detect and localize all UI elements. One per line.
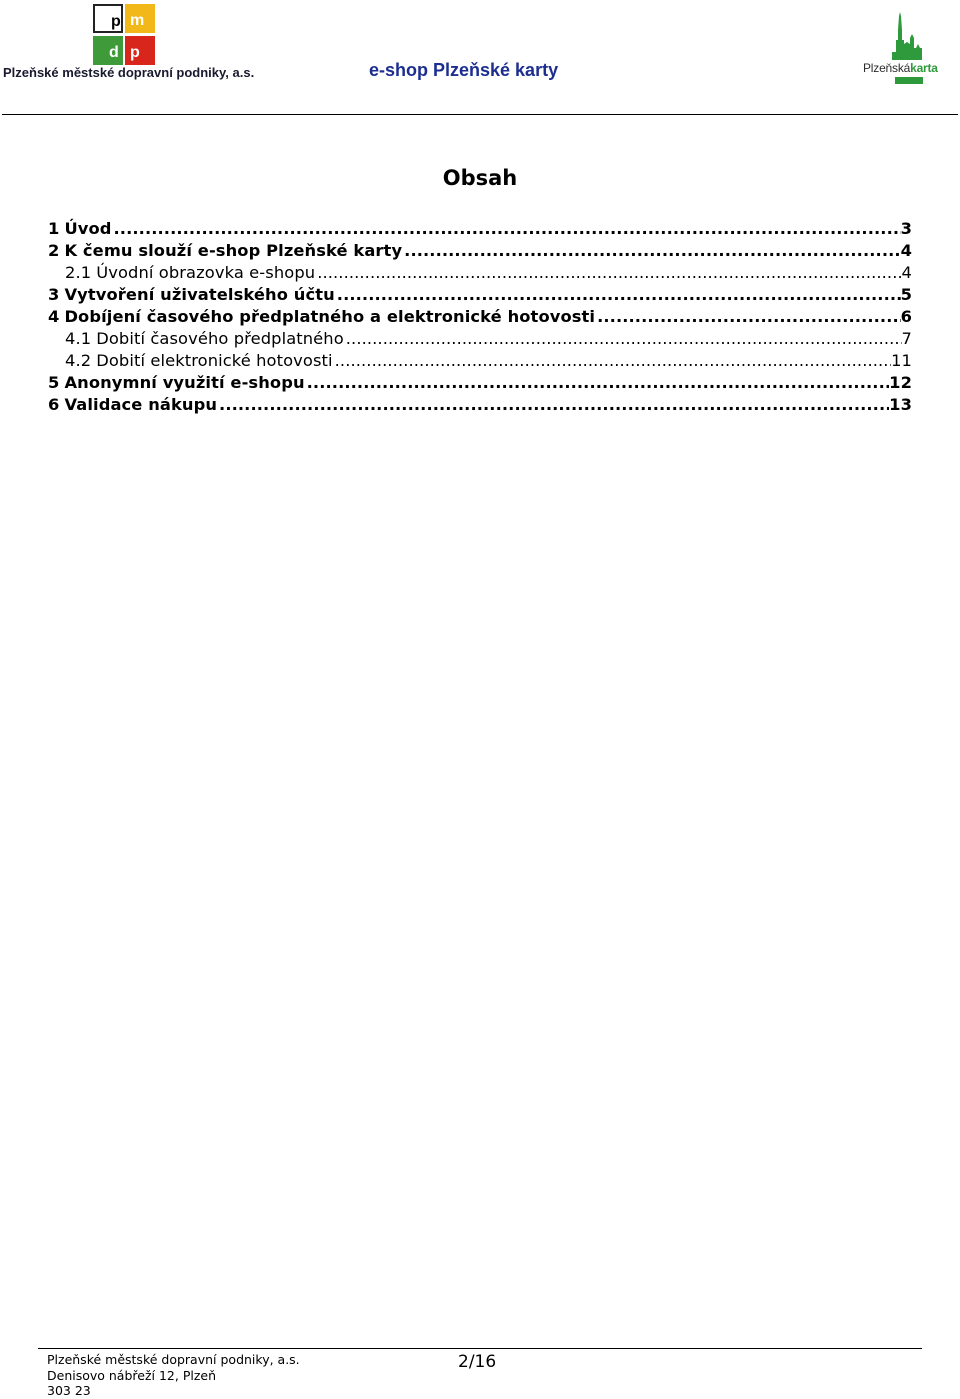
footer-company: Plzeňské městské dopravní podniky, a.s. — [47, 1352, 300, 1367]
brand-logo-bar — [895, 77, 923, 84]
document-title: e-shop Plzeňské karty — [369, 60, 559, 80]
toc-leader-dots — [305, 372, 890, 394]
cathedral-skyline-icon — [892, 12, 924, 60]
toc-entry-title: Anonymní využití e-shopu — [64, 373, 305, 392]
toc-entry-page: 4 — [901, 263, 912, 282]
toc-entry-number: 2.1 — [65, 263, 92, 282]
toc-leader-dots — [217, 394, 889, 416]
logo-cell-p: p — [93, 4, 123, 33]
toc-entry-title: Dobíjení časového předplatného a elektronické hotovosti — [64, 307, 596, 326]
toc-entry[interactable] — [48, 394, 912, 416]
toc-leader-dots — [595, 306, 900, 328]
toc-entry-title: Dobití časového předplatného — [96, 329, 344, 348]
toc-entry-number: 4 — [48, 307, 60, 326]
toc-entry-title: Vytvoření uživatelského účtu — [64, 285, 335, 304]
toc-leader-dots — [402, 240, 900, 262]
toc-entry-title: K čemu slouží e-shop Plzeňské karty — [64, 241, 403, 260]
toc-entry[interactable] — [48, 350, 912, 372]
pmdp-logo — [92, 3, 156, 65]
toc-leader-dots — [333, 350, 891, 372]
page-header — [0, 0, 960, 118]
toc-entry[interactable] — [48, 240, 912, 262]
logo-cell-m: m — [125, 4, 155, 33]
toc-entry[interactable] — [48, 284, 912, 306]
toc-entry-number: 4.2 — [65, 351, 92, 370]
header-divider — [2, 114, 958, 115]
toc-heading: Obsah — [442, 166, 518, 190]
footer-postcode: 303 23 — [47, 1383, 91, 1398]
toc-entry-number: 3 — [48, 285, 60, 304]
table-of-contents — [48, 218, 912, 416]
toc-entry-number: 4.1 — [65, 329, 92, 348]
toc-entry-page: 3 — [900, 219, 912, 238]
toc-entry-page: 5 — [900, 285, 912, 304]
toc-entry[interactable] — [48, 372, 912, 394]
toc-entry-title: Validace nákupu — [64, 395, 218, 414]
logo-cell-d: d — [93, 36, 123, 65]
toc-leader-dots — [335, 284, 901, 306]
toc-entry-number: 6 — [48, 395, 60, 414]
toc-entry-page: 13 — [889, 395, 912, 414]
toc-entry-page: 6 — [900, 307, 912, 326]
logo-cell-p2: p — [125, 36, 155, 65]
toc-entry-title: Úvod — [64, 219, 112, 238]
brand-logo-text-part1: Plzeňská — [863, 61, 911, 75]
company-name: Plzeňské městské dopravní podniky, a.s. — [3, 65, 255, 80]
toc-entry-number: 5 — [48, 373, 60, 392]
toc-entry-page: 4 — [900, 241, 912, 260]
toc-leader-dots — [315, 262, 901, 284]
footer-address — [47, 1352, 300, 1399]
toc-leader-dots — [344, 328, 902, 350]
toc-entry[interactable] — [48, 262, 912, 284]
toc-entry-number: 1 — [48, 219, 60, 238]
toc-entry[interactable] — [48, 218, 912, 240]
toc-entry-number: 2 — [48, 241, 60, 260]
plzenska-karta-logo — [862, 12, 954, 86]
toc-entry-page: 11 — [891, 351, 912, 370]
toc-entry-page: 12 — [889, 373, 912, 392]
brand-logo-text-part2: karta — [910, 61, 938, 75]
toc-entry[interactable] — [48, 306, 912, 328]
toc-entry-page: 7 — [901, 329, 912, 348]
toc-entry-title: Dobití elektronické hotovosti — [96, 351, 333, 370]
footer-street: Denisovo nábřeží 12, Plzeň — [47, 1367, 217, 1383]
brand-logo-text — [863, 61, 938, 75]
page-number: 2/16 — [458, 1352, 497, 1372]
toc-entry-title: Úvodní obrazovka e-shopu — [96, 263, 316, 282]
toc-leader-dots — [112, 218, 901, 240]
footer-divider — [38, 1348, 922, 1349]
toc-entry[interactable] — [48, 328, 912, 350]
